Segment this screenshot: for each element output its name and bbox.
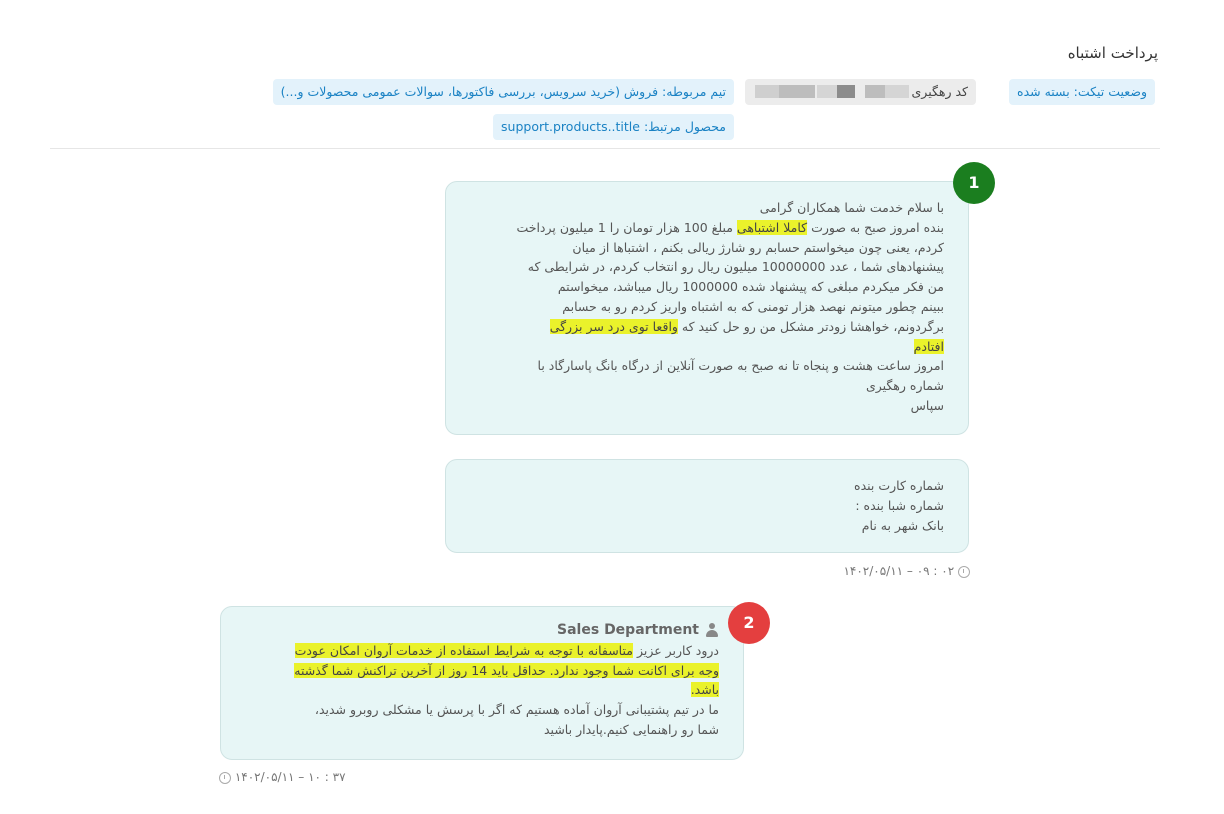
clock-icon xyxy=(958,566,970,578)
message-line: ببینم چطور میتونم نهصد هزار تومنی که به اشتباه واریز کردم رو به حسابم xyxy=(562,298,944,314)
redacted-block xyxy=(837,85,855,98)
tracking-code-badge xyxy=(745,79,976,105)
message-line xyxy=(231,661,719,681)
message-bubble-support xyxy=(220,606,744,760)
message-line: بنده امروز صبح به صورت کاملا اشتباهی مبلغ 100 هزار تومان را 1 میلیون پرداخت xyxy=(516,219,944,235)
related-team-badge: تیم مربوطه: فروش (خرید سرویس، بررسی فاکتورها، سوالات عمومی محصولات و...) xyxy=(273,79,734,105)
message-line: بانک شهر به نام xyxy=(861,517,944,533)
tracking-code-label: کد رهگیری xyxy=(911,84,968,99)
header-divider xyxy=(50,148,1160,149)
clock-icon xyxy=(219,772,231,784)
message-timestamp: ۱۴۰۲/۰۵/۱۱ – ۰۹ : ۰۲ xyxy=(843,564,970,578)
message-line: من فکر میکردم مبلغی که پیشنهاد شده 1000000 ریال میباشد، میخواستم xyxy=(557,279,944,295)
highlighted-text: افتادم xyxy=(913,338,944,354)
sender-name: Sales Department xyxy=(231,621,719,641)
page-title: پرداخت اشتباه xyxy=(1067,44,1158,62)
message-line: سپاس xyxy=(910,397,944,413)
message-line: ما در تیم پشتیبانی آروان آماده هستیم که اگر با پرسش یا مشکلی روبرو شدید، xyxy=(314,702,719,718)
message-line: درود کاربر عزیز متاسفانه با توجه به شرایط استفاده از خدمات آروان امکان عودت xyxy=(294,642,719,658)
message-bubble-user xyxy=(445,459,969,553)
message-line xyxy=(231,680,719,700)
message-line: پیشنهادهای شما ، عدد 10000000 میلیون ریال رو انتخاب کردم، در شرایطی که xyxy=(527,259,944,275)
redacted-block xyxy=(779,85,815,98)
annotation-badge-2: 2 xyxy=(728,602,770,644)
message-bubble-user xyxy=(445,181,969,435)
annotation-badge-1: 1 xyxy=(953,162,995,204)
message-line: شماره شبا بنده : xyxy=(855,497,944,513)
user-icon xyxy=(705,623,719,637)
ticket-status-badge: وضعیت تیکت: بسته شده xyxy=(1009,79,1155,105)
message-line: برگردونم، خواهشا زودتر مشکل من رو حل کنید که واقعا توی درد سر بزرگی xyxy=(549,318,944,334)
message-line: شما رو راهنمایی کنیم.پایدار باشید xyxy=(544,721,719,737)
message-line: شماره رهگیری xyxy=(865,378,944,394)
redacted-block xyxy=(755,85,779,98)
highlighted-text: وجه برای اکانت شما وجود ندارد. حداقل باید 14 روز از آخرین تراکنش شما گذشته xyxy=(294,662,719,678)
message-line: امروز ساعت هشت و پنجاه تا نه صبح به صورت آنلاین از درگاه بانگ پاسارگاد با xyxy=(537,358,944,374)
highlighted-text: باشد. xyxy=(690,682,719,698)
highlighted-text: کاملا اشتباهی xyxy=(736,219,808,235)
message-line: شماره کارت بنده xyxy=(854,478,944,493)
message-line: کردم، یعنی چون میخواستم حسابم رو شارژ ریالی بکنم ، اشتباها از میان xyxy=(572,239,944,255)
message-line: با سلام خدمت شما همکاران گرامی xyxy=(759,200,944,215)
highlighted-text: متاسفانه با توجه به شرایط استفاده از خدمات آروان امکان عودت xyxy=(294,642,633,658)
redacted-block xyxy=(865,85,885,98)
message-timestamp: ۱۴۰۲/۰۵/۱۱ – ۱۰ : ۳۷ xyxy=(219,770,346,784)
message-line xyxy=(464,337,944,357)
related-product-badge: محصول مرتبط: support.products..title xyxy=(493,114,734,140)
redacted-block xyxy=(885,85,909,98)
highlighted-text: واقعا توی درد سر بزرگی xyxy=(549,318,678,334)
